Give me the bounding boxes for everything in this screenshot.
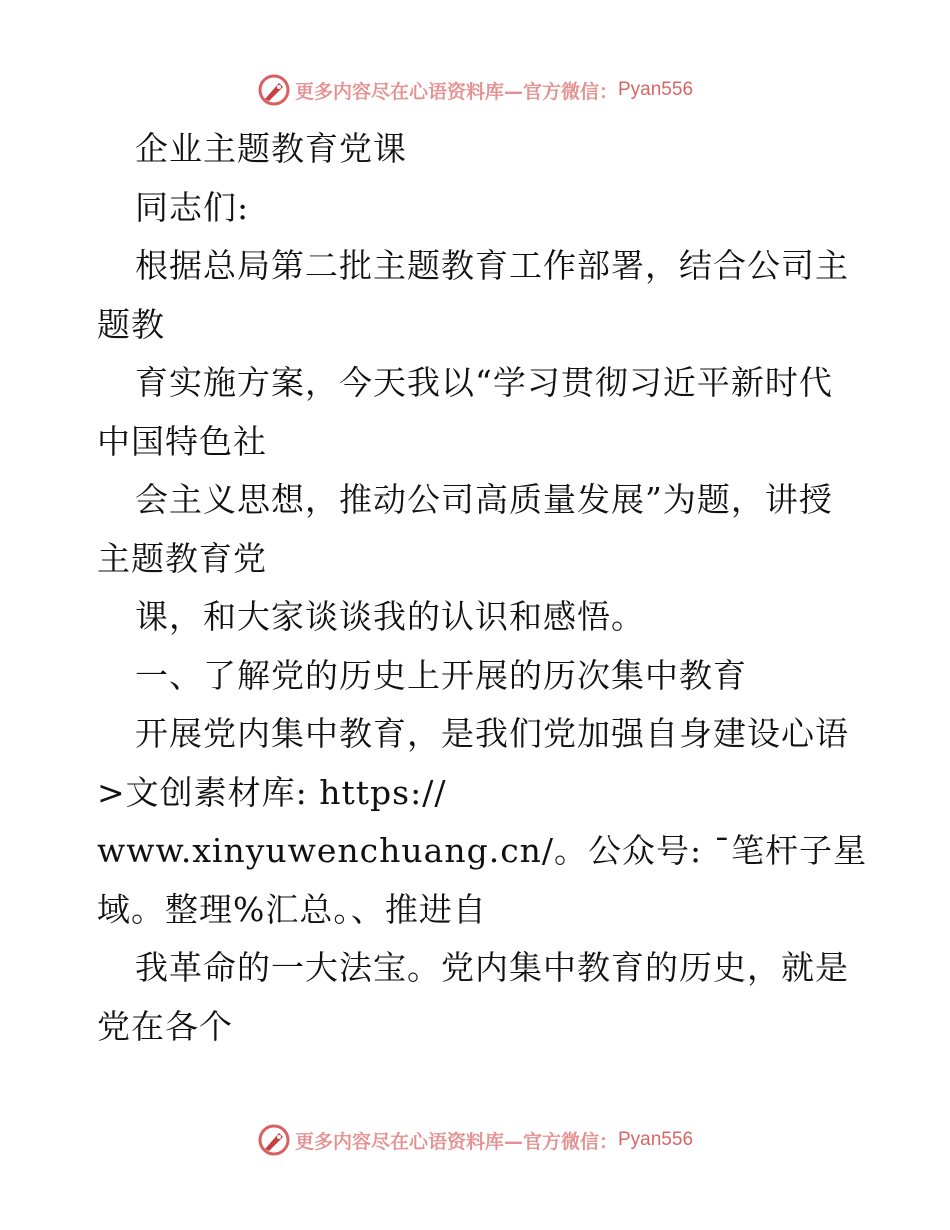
text-line: 课，和大家谈谈我的认识和感悟。: [135, 597, 645, 636]
watermark-text: 更多内容尽在心语资料库—官方微信：: [294, 80, 618, 103]
watermark-text: 更多内容尽在心语资料库—官方微信：: [294, 1130, 618, 1153]
pen-nib-logo-icon: [257, 1123, 291, 1157]
text-line: >文创素材库: https://: [97, 772, 447, 812]
text-line: 同志们:: [135, 187, 250, 227]
watermark-banner-top: [0, 70, 950, 110]
document-body: [97, 120, 868, 1056]
text-line: 党在各个: [97, 1006, 233, 1046]
text-line: 题教: [97, 304, 165, 344]
text-line: 根据总局第二批主题教育工作部署，结合公司主: [135, 246, 849, 285]
text-line: 主题教育党: [97, 538, 267, 578]
watermark-wechat-id: Pyan556: [618, 79, 694, 100]
text-line: 开展党内集中教育，是我们党加强自身建设心语: [135, 714, 849, 753]
pen-nib-logo-icon: [257, 73, 291, 107]
text-line: 育实施方案，今天我以“学习贯彻习近平新时代: [135, 363, 833, 402]
text-line: 中国特色社: [97, 421, 267, 461]
text-line: 一、了解党的历史上开展的历次集中教育: [135, 655, 747, 695]
text-line: 企业主题教育党课: [135, 129, 407, 168]
text-line: 我革命的一大法宝。党内集中教育的历史，就是: [135, 948, 849, 987]
watermark-wechat-id: Pyan556: [618, 1129, 694, 1150]
watermark-banner-bottom: [0, 1120, 950, 1160]
text-line: 会主义思想，推动公司高质量发展”为题，讲授: [135, 480, 833, 519]
text-line: 域。整理%汇总。、推进自: [97, 889, 487, 929]
text-line: www.xinyuwenchuang.cn/。公众号: ¯笔杆子星: [97, 831, 868, 870]
